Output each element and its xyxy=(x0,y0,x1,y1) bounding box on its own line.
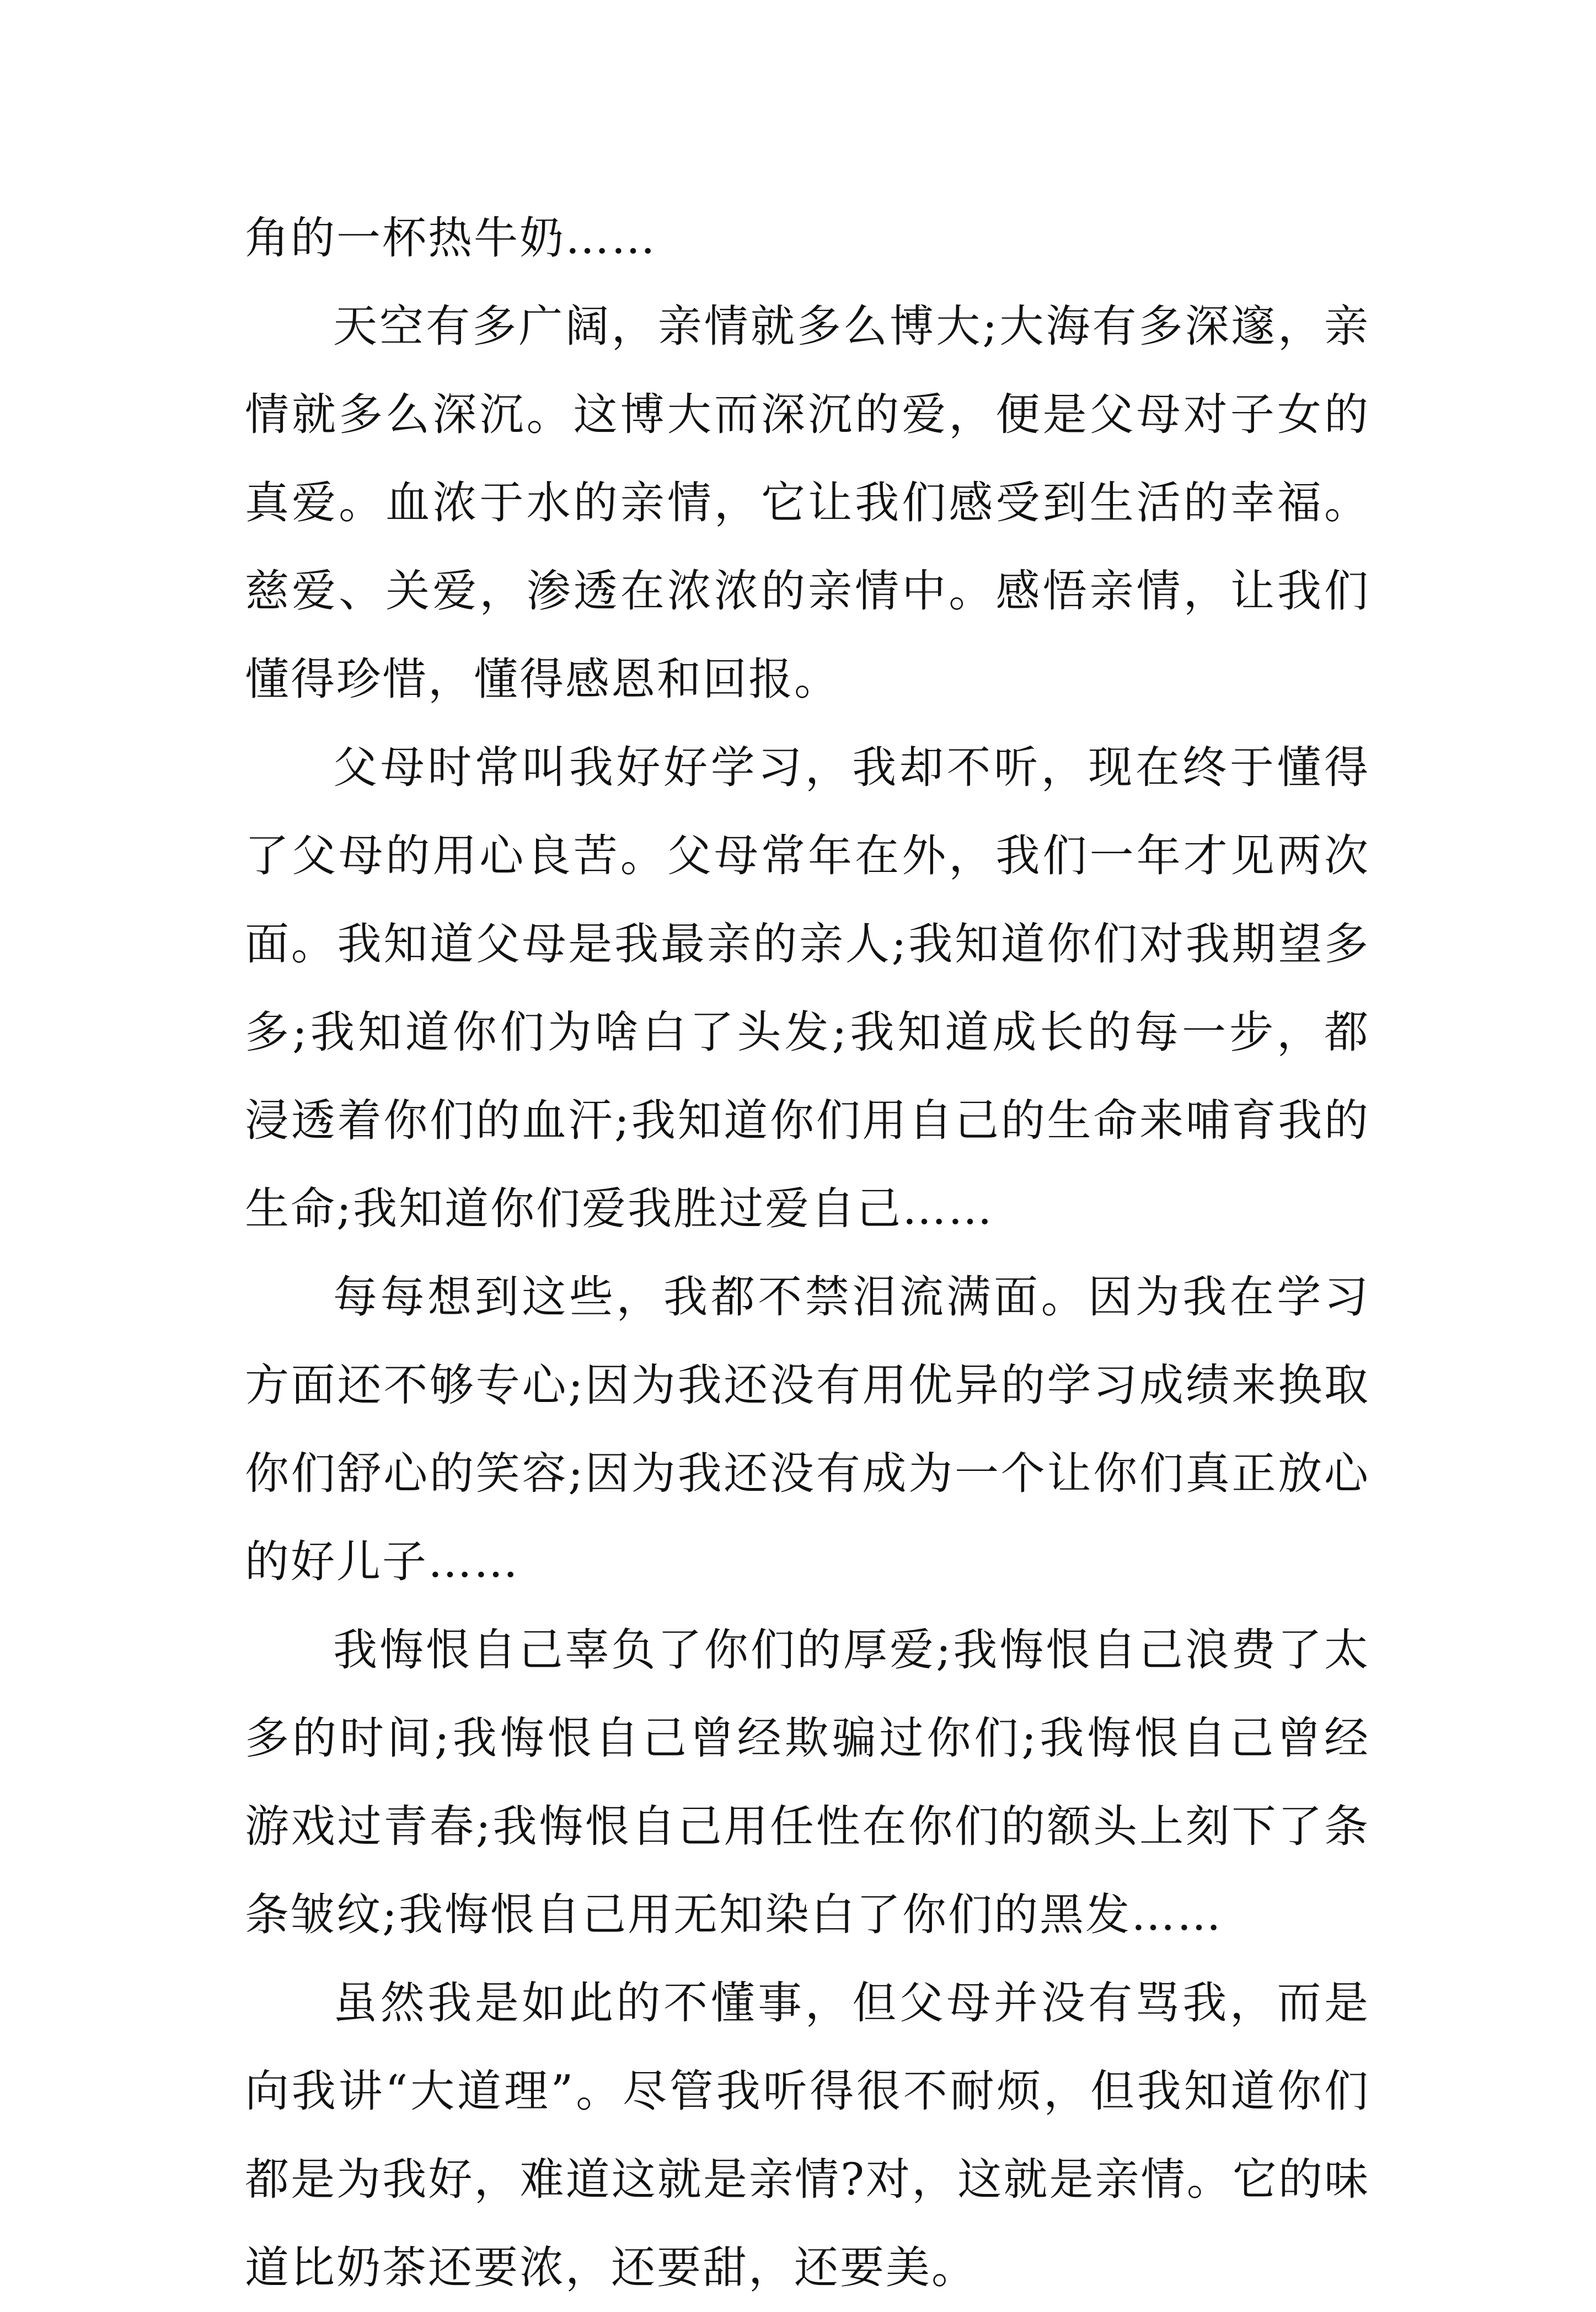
paragraph-3: 父母时常叫我好好学习，我却不听，现在终于懂得了父母的用心良苦。父母常年在外，我们一年才见两次面。我知道父母是我最亲的亲人;我知道你们对我期望多多;我知道你们为啥白了头发;我知道成长的每一步，都浸透着你们的血汗;我知道你们用自己的生命来哺育我的生命;我知道你们爱我胜过爱自己…… xyxy=(245,742,1370,1234)
paragraph-6: 虽然我是如此的不懂事，但父母并没有骂我，而是向我讲“大道理”。尽管我听得很不耐烦，但我知道你们都是为我好，难道这就是亲情?对，这就是亲情。它的味道比奶茶还要浓，还要甜，还要美。 xyxy=(245,1977,1370,2293)
paragraph-1: 角的一杯热牛奶…… xyxy=(245,212,657,264)
body-text xyxy=(245,194,1370,2312)
paragraph-4: 每每想到这些，我都不禁泪流满面。因为我在学习方面还不够专心;因为我还没有用优异的学习成绩来换取你们舒心的笑容;因为我还没有成为一个让你们真正放心的好儿子…… xyxy=(245,1271,1370,1587)
paragraph-5: 我悔恨自己辜负了你们的厚爱;我悔恨自己浪费了太多的时间;我悔恨自己曾经欺骗过你们;我悔恨自己曾经游戏过青春;我悔恨自己用任性在你们的额头上刻下了条条皱纹;我悔恨自己用无知染白了你们的黑发…… xyxy=(245,1624,1370,1940)
paragraph-2: 天空有多广阔，亲情就多么博大;大海有多深邃，亲情就多么深沉。这博大而深沉的爱，便是父母对子女的真爱。血浓于水的亲情，它让我们感受到生活的幸福。慈爱、关爱，渗透在浓浓的亲情中。感悟亲情，让我们懂得珍惜，懂得感恩和回报。 xyxy=(245,301,1370,705)
